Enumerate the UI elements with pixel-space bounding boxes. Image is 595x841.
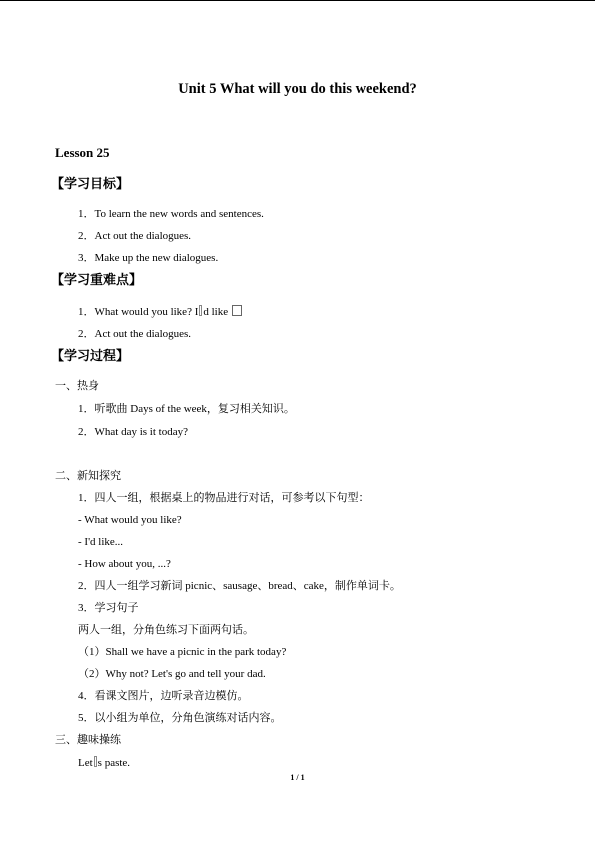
goal-item: 2．Act out the dialogues.	[78, 230, 192, 242]
page-number: 1 / 1	[290, 773, 305, 782]
explore-item: - I'd like...	[78, 536, 124, 548]
practice-text-b: s paste.	[97, 757, 131, 769]
warmup-item: 1．听歌曲 Days of the week，复习相关知识。	[78, 403, 295, 415]
explore-item: 3．学习句子	[78, 602, 139, 614]
missing-glyph-icon	[199, 305, 202, 316]
key-points-heading: 【学习重难点】	[51, 273, 143, 288]
missing-glyph-icon	[94, 756, 97, 767]
practice-title: 三、趣味操练	[55, 734, 121, 746]
goal-item: 3．Make up the new dialogues.	[78, 252, 219, 264]
goal-item: 1．To learn the new words and sentences.	[78, 208, 264, 220]
explore-item: - How about you, ...?	[78, 558, 171, 570]
practice-item	[78, 756, 130, 770]
goals-heading: 【学习目标】	[51, 177, 130, 192]
warmup-title: 一、热身	[55, 380, 99, 392]
explore-item: 2．四人一组学习新词 picnic、sausage、bread、cake，制作单词卡。	[78, 580, 401, 592]
key-point-text-b: d like	[203, 306, 231, 318]
explore-title: 二、新知探究	[55, 470, 121, 482]
warmup-item: 2．What day is it today?	[78, 426, 188, 438]
key-point-item	[78, 305, 243, 319]
key-point-text-a: 1．What would you like? I	[78, 306, 199, 318]
explore-item: - What would you like?	[78, 514, 182, 526]
top-rule	[0, 0, 595, 1]
explore-item: 1．四人一组，根据桌上的物品进行对话，可参考以下句型：	[78, 492, 370, 504]
process-heading: 【学习过程】	[51, 349, 130, 364]
lesson-heading: Lesson 25	[55, 145, 110, 160]
key-point-item: 2．Act out the dialogues.	[78, 328, 192, 340]
document-title: Unit 5 What will you do this weekend?	[178, 81, 417, 97]
explore-item: （2）Why not? Let's go and tell your dad.	[78, 668, 266, 680]
explore-item: 4．看课文图片，边听录音边模仿。	[78, 690, 249, 702]
missing-glyph-icon	[232, 305, 242, 316]
explore-item: （1）Shall we have a picnic in the park today?	[78, 646, 287, 658]
explore-item: 5．以小组为单位，分角色演练对话内容。	[78, 712, 282, 724]
explore-item: 两人一组，分角色练习下面两句话。	[78, 624, 254, 636]
practice-text-a: Let	[78, 757, 93, 769]
